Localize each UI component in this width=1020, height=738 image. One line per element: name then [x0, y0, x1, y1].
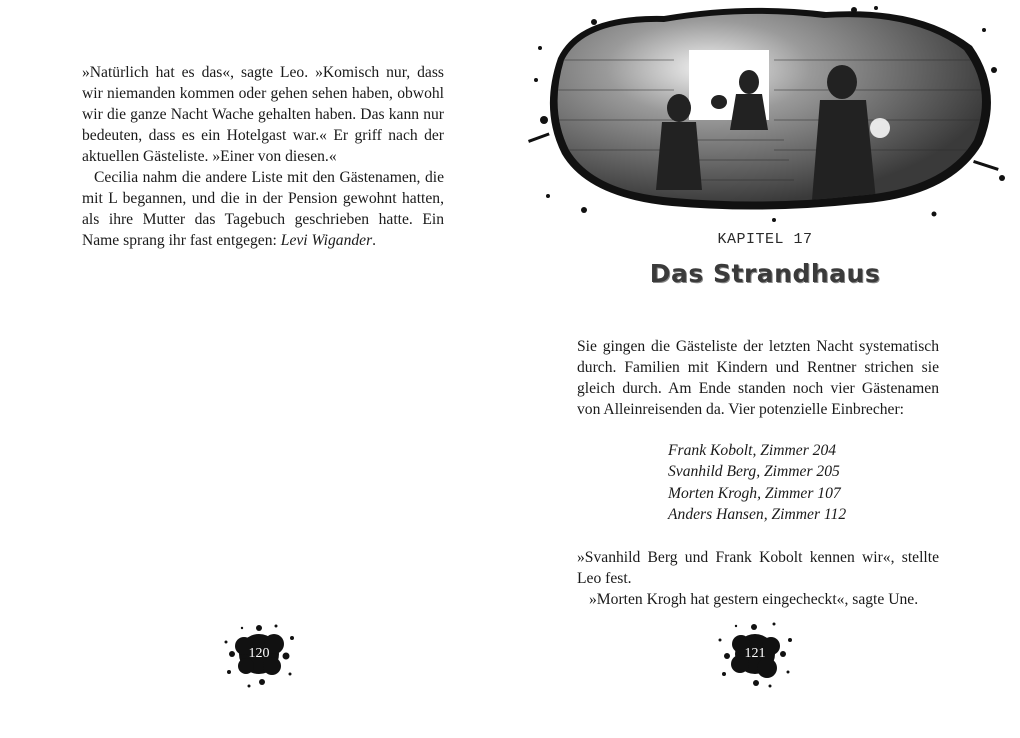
paragraph-2-text: Cecilia nahm die andere Liste mit den Gästenamen, die mit L begannen, und die in der Pension gewohnt hatten, als ihre Mutter das Tagebuch geschrieben hatte. Ein Name sprang ihr fast entgegen: — [82, 169, 444, 249]
guest-list-item: Morten Krogh, Zimmer 107 — [668, 484, 841, 502]
guest-list-item: Svanhild Berg, Zimmer 205 — [668, 463, 840, 481]
page-number: 120 — [248, 646, 270, 661]
closing-paragraph-2: »Morten Krogh hat gestern eingecheckt«, sagte Une. — [589, 591, 919, 608]
page-number: 121 — [744, 646, 766, 661]
chapter-title: Das Strandhaus — [649, 259, 881, 288]
paragraph-2-end: . — [372, 232, 377, 249]
chapter-illustration — [524, 0, 1009, 228]
chapter-label: KAPITEL 17 — [717, 231, 813, 248]
highlighted-name: Levi Wigander — [280, 232, 373, 249]
right-page — [510, 0, 1020, 738]
guest-list-item: Frank Kobolt, Zimmer 204 — [668, 442, 837, 459]
paragraph-1: »Natürlich hat es das«, sagte Leo. »Komisch nur, dass wir niemanden kommen oder gehen sehen haben, obwohl wir die ganze Nacht Wache gehalten haben. Das kann nur bedeuten, dass es ein Hotelgast war.« Er griff nach der aktuellen Gästeliste. »Einer von diesen.« — [82, 64, 444, 165]
closing-paragraph-1: »Svanhild Berg und Frank Kobolt kennen wir«, stellte Leo fest. — [577, 549, 939, 587]
intro-paragraph: Sie gingen die Gästeliste der letzten Nacht systematisch durch. Familien mit Kindern und Rentner strichen sie gleich durch. Am Ende standen noch vier Gästenamen von Alleinreisenden da. Vier potenzielle Einbrecher: — [577, 338, 939, 418]
guest-list-item: Anders Hansen, Zimmer 112 — [668, 505, 847, 523]
guest-list — [668, 440, 846, 525]
paragraph-2 — [82, 167, 444, 251]
page-number-splatter — [214, 614, 304, 694]
page-number-splatter — [710, 614, 800, 694]
